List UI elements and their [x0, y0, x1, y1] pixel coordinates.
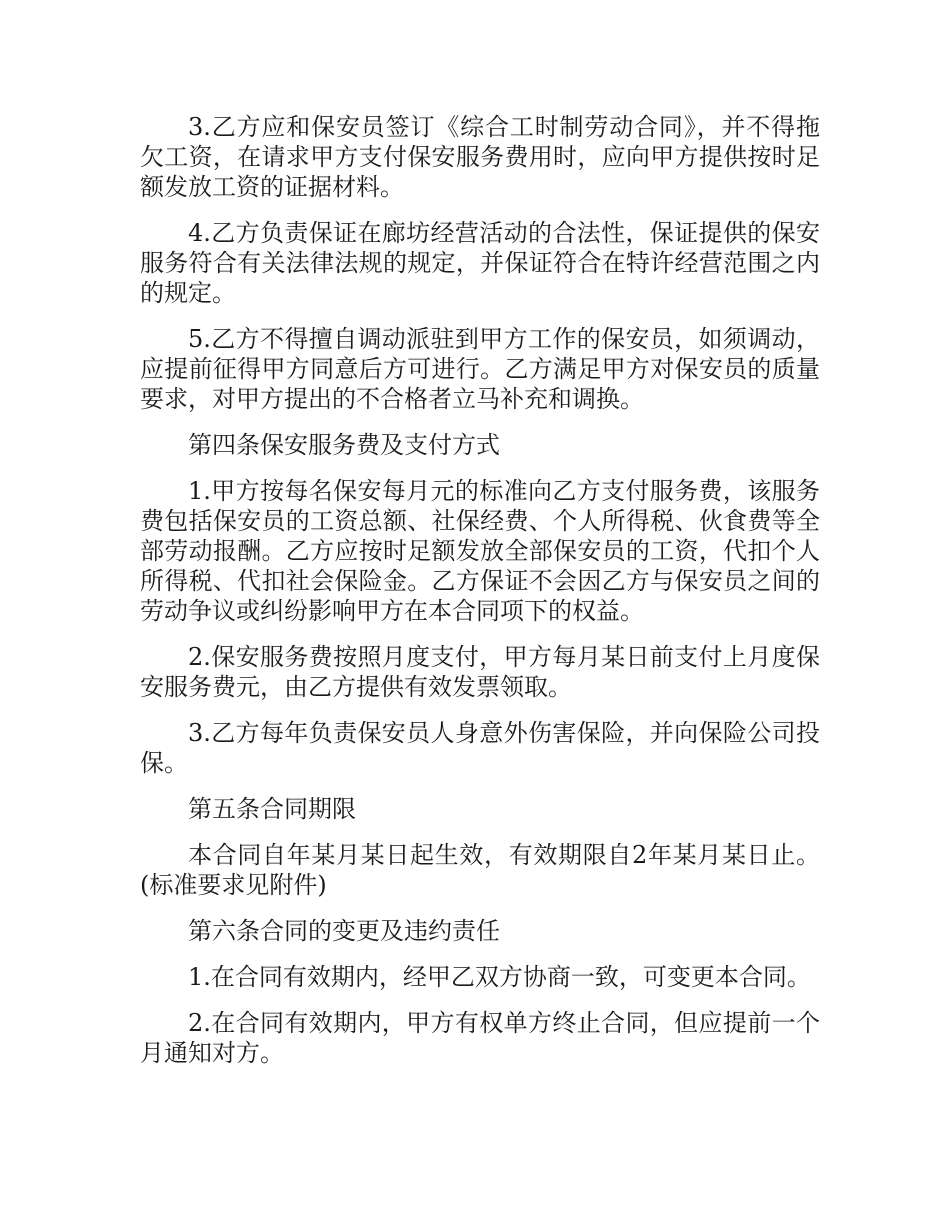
clause-paragraph: 4.乙方负责保证在廊坊经营活动的合法性，保证提供的保安服务符合有关法律法规的规定，并保证符合在特许经营范围之内的规定。	[140, 219, 820, 307]
document-body	[140, 112, 820, 1084]
clause-paragraph: 2.保安服务费按照月度支付，甲方每月某日前支付上月度保安服务费元，由乙方提供有效发票领取。	[140, 643, 820, 701]
section-heading: 第五条合同期限	[188, 795, 356, 823]
clause-paragraph: 2.在合同有效期内，甲方有权单方终止合同，但应提前一个月通知对方。	[140, 1009, 820, 1067]
clause-paragraph: 3.乙方应和保安员签订《综合工时制劳动合同》，并不得拖欠工资，在请求甲方支付保安服务费用时，应向甲方提供按时足额发放工资的证据材料。	[140, 113, 820, 201]
clause-paragraph: 5.乙方不得擅自调动派驻到甲方工作的保安员，如须调动，应提前征得甲方同意后方可进行。乙方满足甲方对保安员的质量要求，对甲方提出的不合格者立马补充和调换。	[140, 325, 820, 413]
clause-paragraph: 1.在合同有效期内，经甲乙双方协商一致，可变更本合同。	[188, 963, 811, 991]
section-heading: 第四条保安服务费及支付方式	[188, 431, 500, 459]
clause-paragraph: 3.乙方每年负责保安员人身意外伤害保险，并向保险公司投保。	[140, 719, 820, 777]
section-heading: 第六条合同的变更及违约责任	[188, 917, 500, 945]
clause-paragraph: 1.甲方按每名保安每月元的标准向乙方支付服务费，该服务费包括保安员的工资总额、社保经费、个人所得税、伙食费等全部劳动报酬。乙方应按时足额发放全部保安员的工资，代扣个人所得税、代扣社会保险金。乙方保证不会因乙方与保安员之间的劳动争议或纠纷影响甲方在本合同项下的权益。	[140, 477, 820, 625]
clause-paragraph: 本合同自年某月某日起生效，有效期限自2年某月某日止。(标准要求见附件)	[140, 841, 820, 899]
